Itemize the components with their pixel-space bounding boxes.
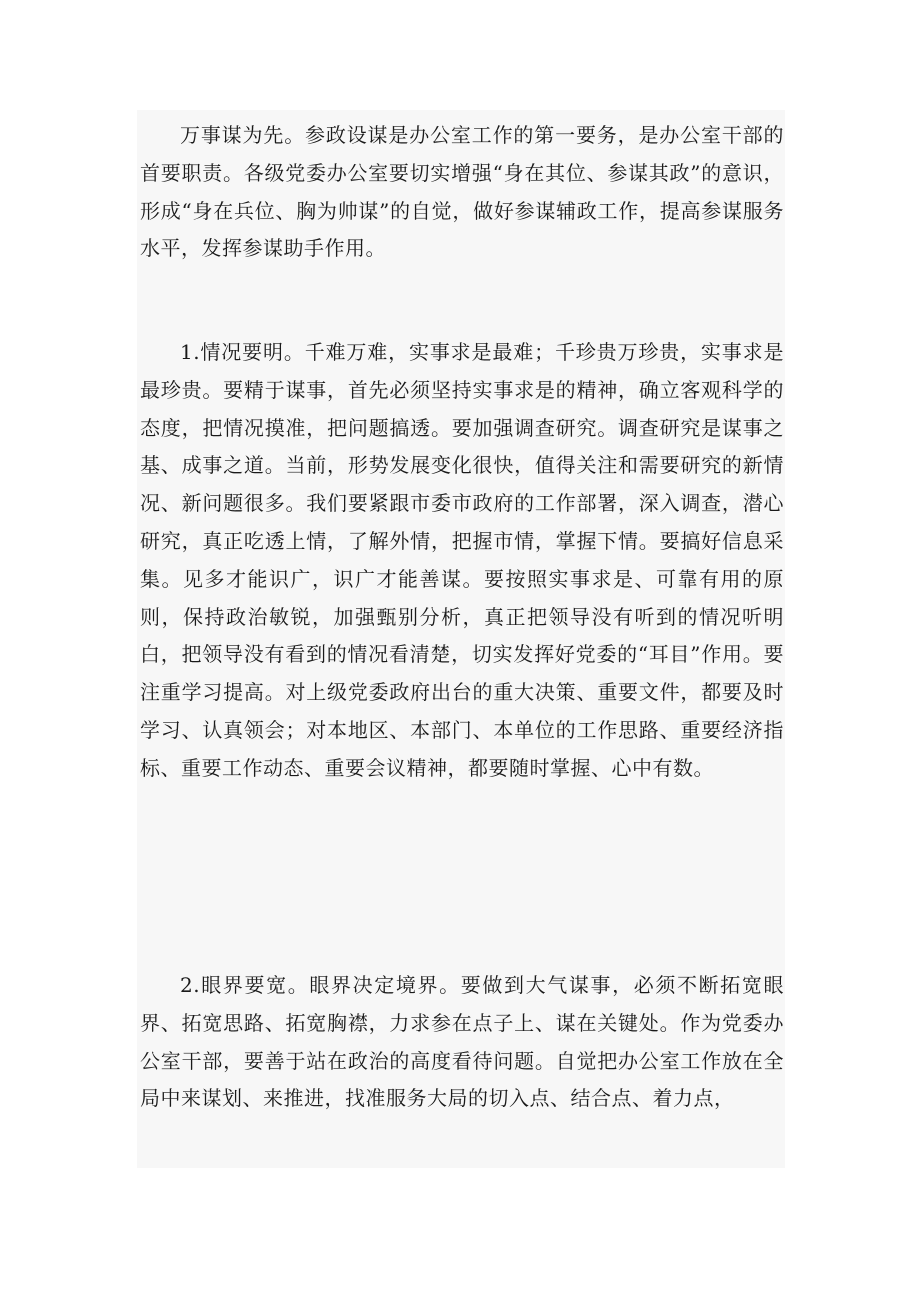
paragraph-section-1: 1.情况要明。千难万难，实事求是最难；千珍贵万珍贵，实事求是最珍贵。要精于谋事，首先必须坚持实事求是的精神，确立客观科学的态度，把情况摸准，把问题搞透。要加强调查研究。调查研究是谋事之基、成事之道。当前，形势发展变化很快，值得关注和需要研究的新情况、新问题很多。我们要紧跟市委市政府的工作部署，深入调查，潜心研究，真正吃透上情，了解外情，把握市情，掌握下情。要搞好信息采集。见多才能识广，识广才能善谋。要按照实事求是、可靠有用的原则，保持政治敏锐，加强甄别分析，真正把领导没有听到的情况听明白，把领导没有看到的情况看清楚，切实发挥好党委的“耳目”作用。要注重学习提高。对上级党委政府出台的重大决策、重要文件，都要及时学习、认真领会；对本地区、本部门、本单位的工作思路、重要经济指标、重要工作动态、重要会议精神，都要随时掌握、心中有数。 [140,340,784,780]
paragraph-intro: 万事谋为先。参政设谋是办公室工作的第一要务，是办公室干部的首要职责。各级党委办公室要切实增强“身在其位、参谋其政”的意识，形成“身在兵位、胸为帅谋”的自觉，做好参谋辅政工作，提高参谋服务水平，发挥参谋助手作用。 [140,123,784,261]
paragraph-section-2: 2.眼界要宽。眼界决定境界。要做到大气谋事，必须不断拓宽眼界、拓宽思路、拓宽胸襟，力求参在点子上、谋在关键处。作为党委办公室干部，要善于站在政治的高度看待问题。自觉把办公室工作放在全局中来谋划、来推进，找准服务大局的切入点、结合点、着力点， [140,973,784,1111]
